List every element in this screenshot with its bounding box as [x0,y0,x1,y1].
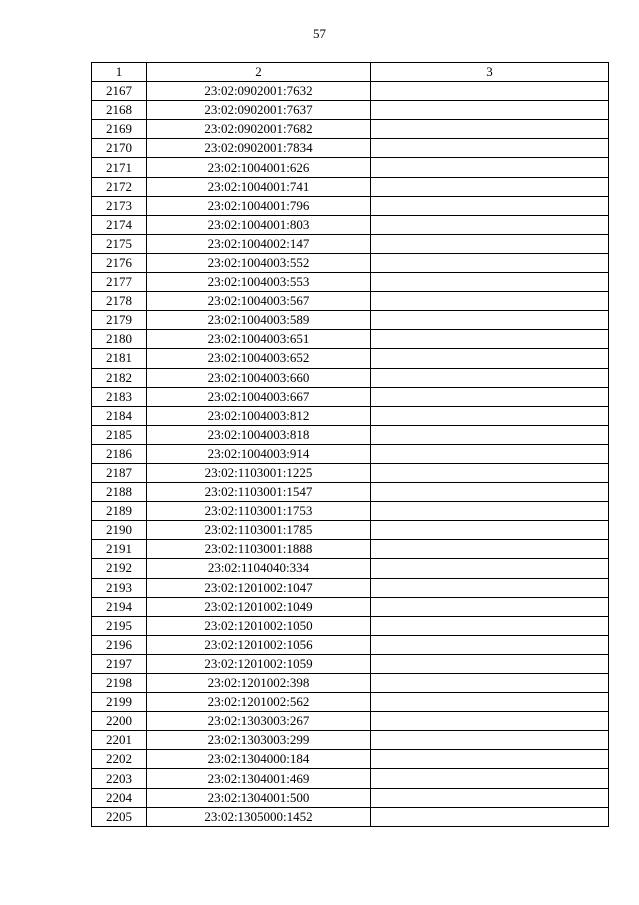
cadastral-number-cell: 23:02:1004003:914 [147,444,371,463]
row-number-cell: 2190 [92,521,147,540]
note-cell [371,597,609,616]
row-number-cell: 2174 [92,215,147,234]
note-cell [371,540,609,559]
row-number-cell: 2200 [92,712,147,731]
note-cell [371,769,609,788]
note-cell [371,502,609,521]
row-number-cell: 2187 [92,463,147,482]
cadastral-number-cell: 23:02:1201002:1056 [147,635,371,654]
note-cell [371,616,609,635]
table-row [92,253,609,272]
cadastral-number-cell: 23:02:1004003:589 [147,311,371,330]
cadastral-number-cell: 23:02:0902001:7632 [147,82,371,101]
cadastral-number-cell: 23:02:1103001:1225 [147,463,371,482]
note-cell [371,712,609,731]
cadastral-number-cell: 23:02:1104040:334 [147,559,371,578]
table-row [92,368,609,387]
cadastral-number-cell: 23:02:1004001:741 [147,177,371,196]
note-cell [371,654,609,673]
cadastral-number-cell: 23:02:1103001:1753 [147,502,371,521]
table-row [92,158,609,177]
row-number-cell: 2170 [92,139,147,158]
row-number-cell: 2168 [92,101,147,120]
table-row [92,654,609,673]
table-row [92,521,609,540]
table-body [92,82,609,827]
table-row [92,712,609,731]
cadastral-number-cell: 23:02:1304001:500 [147,788,371,807]
cadastral-number-cell: 23:02:1004001:796 [147,196,371,215]
cadastral-number-cell: 23:02:1201002:1049 [147,597,371,616]
cadastral-number-cell: 23:02:1304000:184 [147,750,371,769]
table-header [92,63,609,82]
note-cell [371,273,609,292]
cadastral-number-cell: 23:02:1004003:667 [147,387,371,406]
note-cell [371,349,609,368]
table-row [92,215,609,234]
cadastral-number-cell: 23:02:0902001:7834 [147,139,371,158]
note-cell [371,82,609,101]
note-cell [371,578,609,597]
table-row [92,349,609,368]
cadastral-number-cell: 23:02:1201002:398 [147,674,371,693]
header-row [92,63,609,82]
table-row [92,578,609,597]
table-row [92,292,609,311]
row-number-cell: 2196 [92,635,147,654]
row-number-cell: 2204 [92,788,147,807]
table-row [92,234,609,253]
cadastral-number-cell: 23:02:1004003:812 [147,406,371,425]
note-cell [371,406,609,425]
row-number-cell: 2195 [92,616,147,635]
row-number-cell: 2199 [92,693,147,712]
note-cell [371,674,609,693]
cadastral-number-cell: 23:02:1004003:552 [147,253,371,272]
table-row [92,807,609,826]
note-cell [371,101,609,120]
row-number-cell: 2179 [92,311,147,330]
column-header-2: 2 [147,63,371,82]
row-number-cell: 2198 [92,674,147,693]
row-number-cell: 2169 [92,120,147,139]
table-row [92,502,609,521]
row-number-cell: 2167 [92,82,147,101]
row-number-cell: 2183 [92,387,147,406]
cadastral-number-cell: 23:02:0902001:7637 [147,101,371,120]
cadastral-number-cell: 23:02:1004003:660 [147,368,371,387]
note-cell [371,807,609,826]
note-cell [371,483,609,502]
cadastral-number-cell: 23:02:1303003:267 [147,712,371,731]
table-row [92,769,609,788]
cadastral-number-cell: 23:02:1004001:626 [147,158,371,177]
row-number-cell: 2194 [92,597,147,616]
note-cell [371,177,609,196]
cadastral-number-cell: 23:02:1304001:469 [147,769,371,788]
cadastral-number-cell: 23:02:1201002:1047 [147,578,371,597]
row-number-cell: 2185 [92,425,147,444]
table-row [92,425,609,444]
note-cell [371,253,609,272]
cadastral-number-cell: 23:02:1201002:1059 [147,654,371,673]
row-number-cell: 2201 [92,731,147,750]
table-row [92,540,609,559]
column-header-3: 3 [371,63,609,82]
table-row [92,693,609,712]
row-number-cell: 2184 [92,406,147,425]
registry-table [91,62,609,827]
cadastral-number-cell: 23:02:1305000:1452 [147,807,371,826]
table-row [92,444,609,463]
note-cell [371,425,609,444]
table-row [92,82,609,101]
note-cell [371,196,609,215]
row-number-cell: 2202 [92,750,147,769]
note-cell [371,387,609,406]
table-row [92,483,609,502]
row-number-cell: 2193 [92,578,147,597]
table-row [92,101,609,120]
table-row [92,788,609,807]
table-row [92,750,609,769]
row-number-cell: 2180 [92,330,147,349]
cadastral-number-cell: 23:02:1103001:1785 [147,521,371,540]
note-cell [371,444,609,463]
note-cell [371,463,609,482]
table-row [92,731,609,750]
row-number-cell: 2192 [92,559,147,578]
cadastral-number-cell: 23:02:1201002:1050 [147,616,371,635]
cadastral-number-cell: 23:02:1201002:562 [147,693,371,712]
row-number-cell: 2203 [92,769,147,788]
row-number-cell: 2173 [92,196,147,215]
row-number-cell: 2176 [92,253,147,272]
cadastral-number-cell: 23:02:1004003:553 [147,273,371,292]
row-number-cell: 2175 [92,234,147,253]
table-row [92,559,609,578]
table-row [92,311,609,330]
table-row [92,616,609,635]
cadastral-number-cell: 23:02:1103001:1888 [147,540,371,559]
cadastral-number-cell: 23:02:1004003:818 [147,425,371,444]
note-cell [371,731,609,750]
note-cell [371,788,609,807]
note-cell [371,559,609,578]
cadastral-number-cell: 23:02:0902001:7682 [147,120,371,139]
note-cell [371,330,609,349]
note-cell [371,234,609,253]
cadastral-number-cell: 23:02:1004002:147 [147,234,371,253]
row-number-cell: 2178 [92,292,147,311]
table-row [92,463,609,482]
table-row [92,330,609,349]
cadastral-number-cell: 23:02:1004003:651 [147,330,371,349]
cadastral-number-cell: 23:02:1004001:803 [147,215,371,234]
table-row [92,674,609,693]
page-number: 57 [313,26,326,41]
row-number-cell: 2182 [92,368,147,387]
table-row [92,196,609,215]
row-number-cell: 2191 [92,540,147,559]
note-cell [371,521,609,540]
table-row [92,177,609,196]
note-cell [371,368,609,387]
cadastral-number-cell: 23:02:1004003:652 [147,349,371,368]
note-cell [371,635,609,654]
table-row [92,597,609,616]
row-number-cell: 2189 [92,502,147,521]
note-cell [371,139,609,158]
row-number-cell: 2205 [92,807,147,826]
note-cell [371,292,609,311]
row-number-cell: 2177 [92,273,147,292]
row-number-cell: 2181 [92,349,147,368]
note-cell [371,693,609,712]
cadastral-number-cell: 23:02:1004003:567 [147,292,371,311]
row-number-cell: 2197 [92,654,147,673]
note-cell [371,311,609,330]
table-row [92,120,609,139]
cadastral-number-cell: 23:02:1103001:1547 [147,483,371,502]
cadastral-number-cell: 23:02:1303003:299 [147,731,371,750]
row-number-cell: 2171 [92,158,147,177]
note-cell [371,750,609,769]
row-number-cell: 2188 [92,483,147,502]
table-row [92,387,609,406]
table-row [92,635,609,654]
table-row [92,273,609,292]
note-cell [371,120,609,139]
row-number-cell: 2186 [92,444,147,463]
column-header-1: 1 [92,63,147,82]
note-cell [371,215,609,234]
table-row [92,139,609,158]
note-cell [371,158,609,177]
table-row [92,406,609,425]
row-number-cell: 2172 [92,177,147,196]
